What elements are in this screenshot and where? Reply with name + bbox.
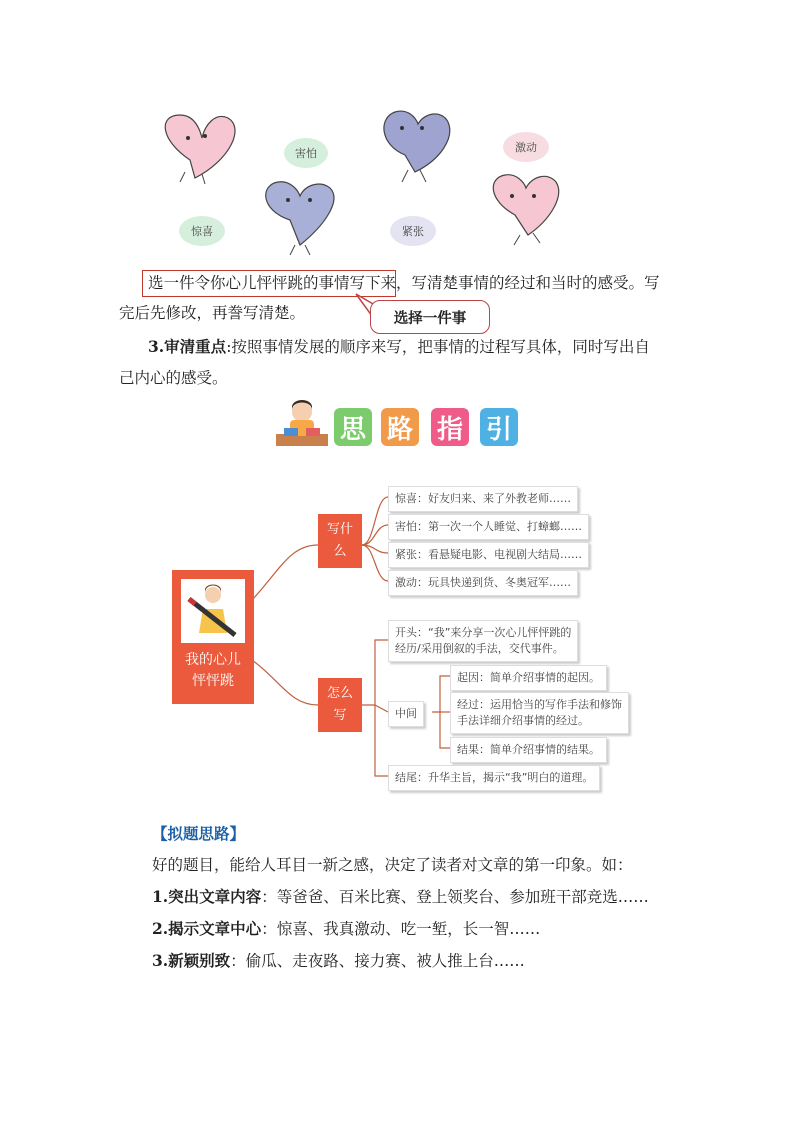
what-item-jidong: 激动：玩具快递到货、冬奥冠军……: [388, 570, 578, 596]
tag-jin-zhang: 紧张: [390, 216, 436, 246]
tag-ji-dong: 激动: [503, 132, 549, 162]
title-ideas-intro: 好的题目，能给人耳目一新之感，决定了读者对文章的第一印象。如：: [152, 856, 633, 874]
focus-text-1: :按照事情发展的顺序来写，把事情的过程写具体，同时写出自: [226, 338, 650, 356]
how-end: 结尾：升华主旨，揭示“我”明白的道理。: [388, 765, 600, 791]
focus-line-2: 己内心的感受。: [119, 369, 228, 387]
what-item-haipa: 害怕：第一次一个人睡觉、打蟑螂……: [388, 514, 589, 540]
banner-char-1: 思: [334, 408, 372, 446]
title-idea-3: [152, 951, 525, 971]
girl-with-pen-icon: [181, 579, 245, 643]
branch-what-to-write: 写什 么: [318, 514, 362, 568]
center-node-label: 我的心儿 怦怦跳: [185, 652, 241, 689]
task-rest-text: ，写清楚事情的经过和当时的感受。写: [396, 274, 660, 292]
what-item-jinzhang: 紧张：看悬疑电影、电视剧大结局……: [388, 542, 589, 568]
middle-item-process: 经过：运用恰当的写作手法和修饰 手法详细介绍事情的经过。: [450, 692, 629, 734]
focus-label: 3.审清重点: [148, 337, 227, 356]
title-idea-2-text: ：惊喜、我真激动、吃一堑，长一智……: [261, 920, 541, 938]
middle-item-result: 结果：简单介绍事情的结果。: [450, 737, 607, 763]
callout-choose-event: 选择一件事: [370, 300, 490, 334]
tag-hai-pa: 害怕: [284, 138, 328, 168]
title-ideas-heading: 【拟题思路】: [152, 824, 246, 843]
title-idea-3-label: 3.新颖别致: [152, 951, 231, 970]
banner-char-2: 路: [381, 408, 419, 446]
title-idea-2-label: 2.揭示文章中心: [152, 919, 262, 938]
pen-girl-image: [181, 579, 245, 643]
task-boxed-text: 选一件令你心儿怦怦跳的事情写下来: [148, 274, 397, 292]
title-idea-2: [152, 919, 540, 939]
how-middle: 中间: [388, 701, 424, 727]
branch-how-to-write: 怎么 写: [318, 678, 362, 732]
banner-char-4: 引: [480, 408, 518, 446]
tag-jing-xi: 惊喜: [179, 216, 225, 246]
task-line-2: 完后先修改，再誊写清楚。: [119, 304, 306, 322]
what-item-jingxi: 惊喜：好友归来、来了外教老师……: [388, 486, 578, 512]
title-idea-3-text: ：偷瓜、走夜路、接力赛、被人推上台……: [230, 952, 525, 970]
middle-item-cause: 起因：简单介绍事情的起因。: [450, 665, 607, 691]
banner-char-3: 指: [431, 408, 469, 446]
title-idea-1: [152, 887, 649, 907]
title-idea-1-label: 1.突出文章内容: [152, 887, 262, 906]
title-idea-1-text: ：等爸爸、百米比赛、登上领奖台、参加班干部竞选……: [261, 888, 649, 906]
how-start: 开头：“我”来分享一次心儿怦怦跳的 经历/采用倒叙的手法，交代事件。: [388, 620, 578, 662]
mindmap-center-node: [172, 570, 254, 704]
